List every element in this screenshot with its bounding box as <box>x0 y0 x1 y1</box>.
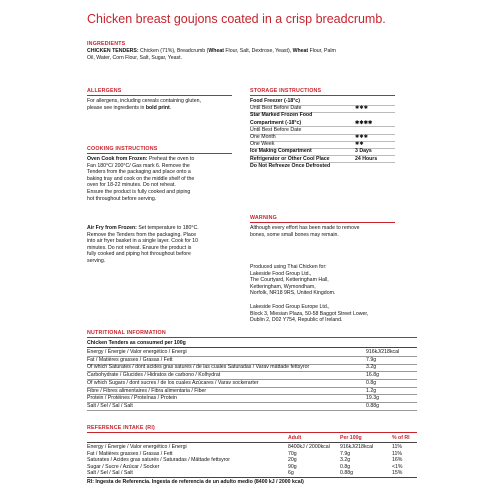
allergens-line: For allergens, including cereals containing gluten, <box>87 98 201 104</box>
nutrition-value: 3.2g <box>366 364 377 371</box>
nutrition-value: 7.9g <box>366 356 377 363</box>
nutrition-label: Carbohydrate / Glucides / Hidratos de carbono / Kolhydrat <box>87 372 221 379</box>
nutrition-row-divider <box>87 410 417 411</box>
airfry-label: Air Fry from Frozen: <box>87 225 137 231</box>
storage-label: Refrigerator or Other Cool Place <box>250 155 330 162</box>
ingredients-part: Chicken (71%), Breadcrumb ( <box>138 48 209 54</box>
reference-per100: 3.2g <box>340 457 351 464</box>
reference-ri: 15% <box>392 470 403 477</box>
reference-rule <box>87 432 417 433</box>
reference-heading: REFERENCE INTAKE (RI) <box>87 425 155 431</box>
reference-per100: 916kJ/218kcal <box>340 444 374 450</box>
warning-heading: WARNING <box>250 215 277 221</box>
nutrition-label: Fat / Matières grasses / Grasas / Fett <box>87 356 173 363</box>
airfry-line: into air fryer basket in a single layer. Cook for 10 <box>87 238 199 245</box>
nutrition-label: Energy / Énergie / Valor energético / Energi <box>87 349 187 355</box>
producer-line: Block 3, Miesian Plaza, 50-58 Baggot Street Lower, <box>250 310 369 317</box>
nutrition-value: 0.8g <box>366 379 377 386</box>
ingredients-part: Flour, Palm <box>308 48 336 54</box>
airfry-instructions <box>87 225 247 265</box>
allergens-bold: bold print <box>145 104 170 111</box>
warning-line: bones, some small bones may remain. <box>250 231 339 238</box>
allergens-heading: ALLERGENS <box>87 88 122 94</box>
storage-value: 3 Days <box>355 148 372 155</box>
airfry-line: fully cooked and piping hot throughout before <box>87 251 191 258</box>
storage-value: ✱✱✱ <box>355 105 369 112</box>
reference-footnote: RI: Ingesta de Referencia. Ingesta de referencia de un adulto medio (8400 kJ / 2000 kcal) <box>87 479 304 485</box>
nutrition-value: 19.3g <box>366 395 379 402</box>
producer-line: Produced using Thai Chicken for: <box>250 264 327 270</box>
oven-line: Tenders from the packaging and place onto a <box>87 169 191 176</box>
storage-label: Star Marked Frozen Food <box>250 112 313 119</box>
warning-rule <box>250 222 395 223</box>
producer-address <box>250 264 420 297</box>
nutrition-rule <box>87 337 417 338</box>
ingredients-label: CHICKEN TENDERS: <box>87 48 139 54</box>
nutrition-heading: NUTRITIONAL INFORMATION <box>87 330 166 336</box>
allergens-rule <box>87 95 232 96</box>
ingredients-heading: INGREDIENTS <box>87 41 126 47</box>
reference-adult: 6g <box>288 470 294 477</box>
reference-adult: 90g <box>288 463 297 470</box>
oven-line: Fan 180°C/ 200°C/ Gas mark 6. Remove the <box>87 162 190 169</box>
storage-label: One Week <box>250 141 275 148</box>
allergen-wheat: Wheat <box>292 48 309 54</box>
nutrition-label: Salt / Sel / Sal / Salt <box>87 402 133 409</box>
reference-ri: 11% <box>392 450 402 457</box>
storage-label: Until Best Before Date <box>250 126 302 133</box>
nutrition-value: 0.88g <box>366 402 379 409</box>
ingredients-part: Flour, Salt, Dextrose, Yeast), <box>223 48 293 54</box>
reference-adult: 20g <box>288 457 297 464</box>
storage-value: ✱✱✱✱ <box>355 119 373 126</box>
oven-label: Oven Cook from Frozen: <box>87 156 148 162</box>
nutrition-divider <box>87 347 417 348</box>
producer-line: Norfolk, NR18 9RS, United Kingdom. <box>250 290 336 297</box>
oven-line: Preheat the oven to <box>147 156 195 162</box>
col-ri: % of RI <box>392 435 410 441</box>
producer-line: Ketteringham, Wymondham, <box>250 283 316 290</box>
storage-value: 24 Hours <box>355 155 378 162</box>
nutrition-value: 16.8g <box>366 372 379 379</box>
nutrition-label: Fibre / Fibres alimentaires / Fibra alimentaria / Fiber <box>87 387 207 394</box>
producer-line: Lakeside Food Group Europe Ltd., <box>250 304 330 310</box>
reference-divider <box>87 442 417 443</box>
airfry-line: serving. <box>87 257 106 264</box>
nutrition-label: Of which Saturates / dont acides gras saturés / de las cuales Saturadas / Varav mättade fettsyror <box>87 364 310 371</box>
allergens-text <box>87 98 247 111</box>
allergens-part: please see ingredients in <box>87 104 146 111</box>
airfry-line: Remove the Tenders from the packaging. Place <box>87 231 197 238</box>
oven-line: baking tray and cook on the middle shelf of the <box>87 175 195 182</box>
storage-label: Compartment (-18°c) <box>250 119 302 126</box>
reference-ri: 11% <box>392 444 402 450</box>
nutrition-subheading: Chicken Tenders as consumed per 100g <box>87 340 186 346</box>
reference-ri: 16% <box>392 457 403 464</box>
cooking-rule <box>87 153 232 154</box>
nutrition-value: 1.2g <box>366 387 377 394</box>
nutrition-label: Of which Sugars / dont sucres / de los cuales Azúcares / Varav sockerarter <box>87 379 259 386</box>
reference-per100: 7.9g <box>340 450 351 457</box>
warning-line: Although every effort has been made to remove <box>250 225 360 231</box>
reference-label: Sugar / Sucre / Azúcar / Socker <box>87 463 160 470</box>
reference-per100: 0.8g <box>340 463 351 470</box>
nutrition-value: 916kJ/218kcal <box>366 349 400 355</box>
storage-label: Do Not Refreeze Once Defrosted <box>250 162 331 169</box>
reference-adult: 70g <box>288 450 297 457</box>
reference-per100: 0.88g <box>340 470 353 477</box>
storage-value: ✱✱ <box>355 141 364 148</box>
ingredients-line: Oil, Water, Corn Flour, Salt, Sugar, Yeast. <box>87 54 182 61</box>
reference-adult: 8400kJ / 2000kcal <box>288 444 330 450</box>
storage-label: Food Freezer (-18°c) <box>250 98 300 104</box>
allergen-wheat: Wheat <box>208 48 224 54</box>
reference-label: Saturates / Acides gras saturés / Saturadas / Mättade fettsyror <box>87 457 231 464</box>
col-adult: Adult <box>288 435 302 441</box>
allergens-part: . <box>169 104 172 111</box>
producer-line: The Courtyard, Ketteringham Hall, <box>250 277 329 284</box>
storage-heading: STORAGE INSTRUCTIONS <box>250 88 322 94</box>
producer-line: Dublin 2, D02 Y754, Republic of Ireland. <box>250 317 343 324</box>
airfry-line: Set temperature to 180°C. <box>136 225 199 231</box>
storage-label: One Month <box>250 134 276 140</box>
oven-line: Ensure the product is fully cooked and piping <box>87 188 191 195</box>
ingredients-text <box>87 48 417 61</box>
col-per100: Per 100g <box>340 435 362 441</box>
storage-label: Ice Making Compartment <box>250 148 312 155</box>
reference-footer-divider <box>87 477 417 478</box>
oven-line: oven for 18-22 minutes. Do not reheat. <box>87 182 176 189</box>
reference-label: Salt / Sel / Sal / Salt <box>87 470 133 477</box>
airfry-line: minutes. Do not reheat. Ensure the product is <box>87 244 192 251</box>
warning-text <box>250 225 410 238</box>
oven-instructions <box>87 156 247 202</box>
nutrition-label: Protein / Protéines / Proteínas / Protein <box>87 395 177 402</box>
producer-line: Lakeside Food Group Ltd., <box>250 270 312 277</box>
storage-rule <box>250 95 395 96</box>
cooking-heading: COOKING INSTRUCTIONS <box>87 146 158 152</box>
storage-value: ✱✱✱ <box>355 134 369 140</box>
reference-label: Energy / Énergie / Valor energético / Energi <box>87 444 187 450</box>
reference-ri: <1% <box>392 463 403 470</box>
storage-label: Until Best Before Date <box>250 105 302 112</box>
oven-line: hot throughout before serving. <box>87 195 157 202</box>
product-title: Chicken breast goujons coated in a crisp breadcrumb. <box>87 12 386 26</box>
reference-label: Fat / Matières grasses / Grasas / Fett <box>87 450 173 457</box>
producer-address-eu <box>250 304 440 324</box>
